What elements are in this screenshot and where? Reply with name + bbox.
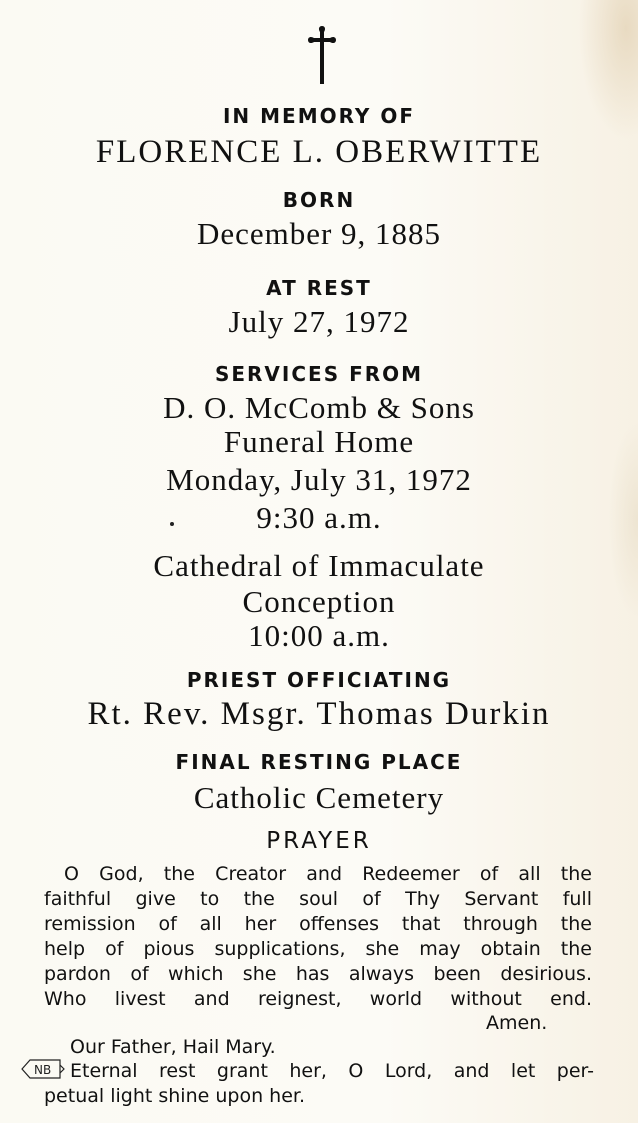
closing-line-3: petual light shine upon her. <box>44 1085 305 1107</box>
prayer-line: O God, the Creator and Redeemer of all the <box>64 863 592 885</box>
prayer-line: Who livest and reignest, world without end. <box>44 988 592 1010</box>
closing-line-2: Eternal rest grant her, O Lord, and let per- <box>70 1060 594 1082</box>
services-label: SERVICES FROM <box>214 362 424 386</box>
church-line1: Cathedral of Immaculate <box>153 548 485 583</box>
death-date: July 27, 1972 <box>228 304 410 339</box>
prayer-line: faithful give to the soul of Thy Servant full <box>44 888 592 910</box>
born-label: BORN <box>282 188 356 212</box>
priest-label: PRIEST OFFICIATING <box>186 668 452 692</box>
church-time: 10:00 a.m. <box>248 618 390 653</box>
cross-icon <box>300 24 344 88</box>
resting-place-name: Catholic Cemetery <box>193 780 445 815</box>
birth-date: December 9, 1885 <box>196 216 442 251</box>
prayer-heading: PRAYER <box>266 828 372 854</box>
church-line2: Conception <box>242 584 396 619</box>
service-date: Monday, July 31, 1972 <box>166 462 472 497</box>
prayer-text <box>44 862 592 1012</box>
prayer-line: help of pious supplications, she may obtain the <box>44 938 592 960</box>
service-time: 9:30 a.m. <box>256 500 382 535</box>
printer-mark-text: NB <box>34 1063 52 1077</box>
at-rest-label: AT REST <box>266 276 372 300</box>
priest-name: Rt. Rev. Msgr. Thomas Durkin <box>87 696 551 732</box>
in-memory-heading: IN MEMORY OF <box>222 104 416 128</box>
resting-place-label: FINAL RESTING PLACE <box>175 750 463 774</box>
prayer-line: pardon of which she has always been desirious. <box>44 963 592 985</box>
funeral-home-line2: Funeral Home <box>223 424 415 459</box>
printer-mark-icon <box>20 1058 66 1080</box>
print-speck <box>170 522 174 526</box>
deceased-name: FLORENCE L. OBERWITTE <box>95 134 543 170</box>
prayer-amen: Amen. <box>486 1012 548 1034</box>
prayer-line: remission of all her offenses that through the <box>44 913 592 935</box>
funeral-home-line1: D. O. McComb & Sons <box>163 390 475 425</box>
closing-line-1: Our Father, Hail Mary. <box>70 1036 276 1058</box>
